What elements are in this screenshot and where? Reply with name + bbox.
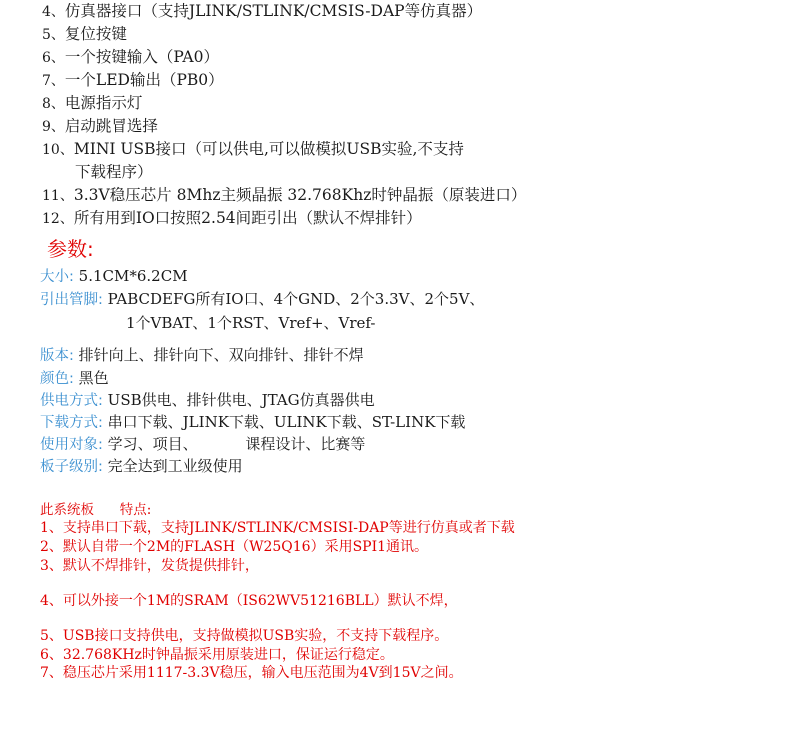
- param-power: [40, 392, 375, 410]
- param-label: 使用对象:: [40, 437, 103, 453]
- param-grade: [40, 458, 243, 476]
- feature-number: 4、: [42, 4, 65, 20]
- feature-text: 所有用到IO口按照2.54间距引出（默认不焊排针）: [73, 209, 422, 227]
- board-feature-6: 6、32.768KHz时钟晶振采用原装进口，保证运行稳定。: [40, 647, 394, 663]
- params-heading: 参数:: [47, 237, 94, 261]
- param-label: 版本:: [40, 348, 74, 364]
- param-label: 供电方式:: [40, 393, 103, 409]
- param-value: 5.1CM*6.2CM: [78, 267, 188, 285]
- param-label: 板子级别:: [40, 459, 103, 475]
- param-pins: [40, 291, 484, 309]
- param-label: 下载方式:: [40, 415, 103, 431]
- param-value: 排针向上、排针向下、双向排针、排针不焊: [78, 346, 364, 364]
- param-download: [40, 414, 465, 432]
- board-feature-1: 1、支持串口下载，支持JLINK/STLINK/CMSISI-DAP等进行仿真或者下载: [40, 520, 515, 536]
- feature-number: 11、: [42, 188, 74, 204]
- feature-number: 8、: [42, 96, 65, 112]
- feature-number: 6、: [42, 50, 65, 66]
- param-value: USB供电、排针供电、JTAG仿真器供电: [107, 391, 375, 409]
- feature-item-4: [42, 3, 482, 20]
- feature-item-9: [42, 118, 158, 135]
- param-value: 黑色: [78, 369, 109, 387]
- param-value: 学习、项目、 课程设计、比赛等: [107, 435, 366, 453]
- feature-text: 复位按键: [64, 25, 127, 43]
- board-feature-3: 3、默认不焊排针，发货提供排针，: [40, 558, 259, 574]
- feature-number: 9、: [42, 119, 65, 135]
- feature-number: 7、: [42, 73, 65, 89]
- feature-item-10: [42, 141, 464, 158]
- param-value: PABCDEFG所有IO口、4个GND、2个3.3V、2个5V、: [107, 290, 485, 308]
- feature-number: 12、: [42, 211, 74, 227]
- board-feature-2: 2、默认自带一个2M的FLASH（W25Q16）采用SPI1通讯。: [40, 539, 429, 555]
- board-features-title: 此系统板 特点:: [40, 502, 152, 518]
- feature-item-12: [42, 210, 422, 227]
- feature-number: 10、: [42, 142, 74, 158]
- param-label: 引出管脚:: [40, 292, 103, 308]
- feature-text: 启动跳冒选择: [64, 117, 158, 135]
- param-version: [40, 347, 364, 365]
- param-label: 颜色:: [40, 371, 74, 387]
- feature-item-5: [42, 26, 127, 43]
- feature-item-6: [42, 49, 219, 66]
- board-feature-5: 5、USB接口支持供电，支持做模拟USB实验，不支持下载程序。: [40, 628, 449, 644]
- param-value: 串口下载、JLINK下载、ULINK下载、ST-LINK下载: [107, 413, 466, 431]
- param-color: [40, 370, 109, 388]
- feature-text: MINI USB接口（可以供电,可以做模拟USB实验,不支持: [73, 140, 464, 158]
- feature-item-10-continued: 下载程序）: [75, 163, 153, 181]
- param-pins-continued: 1个VBAT、1个RST、Vref+、Vref-: [126, 314, 376, 332]
- feature-text: 电源指示灯: [64, 94, 143, 112]
- feature-item-7: [42, 72, 224, 89]
- feature-text: 一个按键输入（PA0）: [64, 48, 219, 66]
- feature-text: 3.3V稳压芯片 8Mhz主频晶振 32.768Khz时钟晶振（原装进口）: [73, 186, 527, 204]
- feature-item-11: [42, 187, 526, 204]
- feature-item-8: [42, 95, 142, 112]
- param-audience: [40, 436, 365, 454]
- feature-number: 5、: [42, 27, 65, 43]
- param-size: [40, 268, 188, 286]
- param-value: 完全达到工业级使用: [107, 457, 243, 475]
- board-feature-4: 4、可以外接一个1M的SRAM（IS62WV51216BLL）默认不焊，: [40, 593, 458, 609]
- feature-text: 一个LED输出（PB0）: [64, 71, 224, 89]
- param-label: 大小:: [40, 269, 74, 285]
- board-feature-7: 7、稳压芯片采用1117-3.3V稳压，输入电压范围为4V到15V之间。: [40, 665, 463, 681]
- feature-text: 仿真器接口（支持JLINK/STLINK/CMSIS-DAP等仿真器）: [64, 2, 483, 20]
